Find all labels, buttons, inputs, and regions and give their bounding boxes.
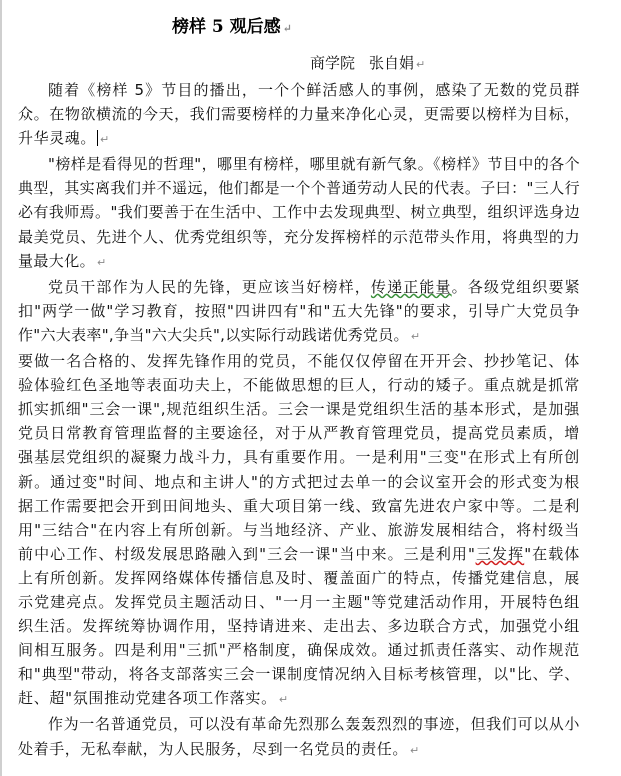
author-department: 商学院 — [310, 54, 356, 72]
document-body[interactable] — [18, 78, 580, 763]
paragraph-mark-icon: ↵ — [282, 22, 292, 35]
document-title-text: 榜样 5 观后感 — [172, 17, 281, 37]
paragraph-3[interactable] — [18, 275, 580, 349]
text-cursor — [97, 130, 98, 146]
paragraph-4-text-b: "在载体上有所创新。发挥网络媒体传播信息及时、覆盖面广的特点，传播党建信息，展示党建亮点。发挥党员主题活动日、"一月一主题"等党建活动作用，开展特色组织生活。发挥统筹协调作用，坚持请进来、走出去、多边联合方式，加强党小组间相互服务。四是利用"三抓"严格制度，确保成效。通过抓责任落实、动作规范和"典型"带动，将各支部落实三会一课制度情况纳入目标考核管理，以"比、学、赶、超"氛围推动党建各项工作落实。 — [18, 544, 581, 708]
author-name: 张自娟 — [369, 54, 415, 72]
paragraph-mark-icon: ↵ — [97, 255, 107, 269]
grammar-underlined-phrase[interactable]: 传递正能量 — [370, 277, 452, 296]
paragraph-5-text: 作为一名普通党员，可以没有革命先烈那么轰轰烈烈的事迹，但我们可以从小处着手，无私奉献，为人民服务，尽到一名党员的责任。 — [18, 715, 580, 758]
paragraph-2[interactable] — [18, 152, 580, 274]
paragraph-4-text-a: 要做一名合格的、发挥先锋作用的党员，不能仅仅停留在开开会、抄抄笔记、体验体验红色圣地等表面功夫上，不能做思想的巨人，行动的矮子。重点就是抓常抓实抓细"三会一课",规范组织生活。三会一课是党组织生活的基本形式，是加强党员日常教育管理监督的主要途径，对于从严教育管理党员，提高党员素质，增强基层党组织的凝聚力战斗力，具有重要作用。一是利用"三变"在形式上有所创新。通过变"时间、地点和主讲人"的方式把过去单一的会议室开会的形式变为根据工作需要把会开到田间地头、重大项目第一线、致富先进农户家中等。二是利用"三结合"在内容上有所创新。与当地经济、产业、旅游发展相结合，将村级当前中心工作、村级发展思路融入到"三会一课"当中来。三是利用" — [18, 352, 580, 563]
paragraph-3-text-b: 。各级党组织要紧扣"两学一做"学习教育，按照"四讲四有"和"五大先锋"的要求，引导广大党员争作"六大表率",争当"六大尖兵",以实际行动践诺优秀党员。 — [18, 277, 580, 344]
paragraph-4[interactable] — [18, 349, 580, 712]
paragraph-mark-icon: ↵ — [416, 58, 426, 71]
paragraph-1-text: 随着《榜样 5》节目的播出，一个个鲜活感人的事例，感染了无数的党员群众。在物欲横流的今天，我们需要榜样的力量来净化心灵，更需要以榜样为目标，升华灵魂。 — [18, 81, 580, 148]
paragraph-mark-icon: ↵ — [100, 133, 110, 147]
page-left-border — [0, 0, 2, 776]
paragraph-5[interactable] — [18, 712, 580, 762]
paragraph-mark-icon: ↵ — [410, 329, 421, 343]
spelling-underlined-phrase[interactable]: 三发挥 — [475, 544, 525, 563]
paragraph-2-text: "榜样是看得见的哲理"，哪里有榜样，哪里就有新气象。《榜样》节目中的各个典型，其实离我们并不遥远，他们都是一个个普通劳动人民的代表。子曰："三人行必有我师焉。"我们要善于在生活中、工作中去发现典型、树立典型，组织评选身边最美党员、先进个人、优秀党组织等，充分发挥榜样的示范带头作用，将典型的力量最大化。 — [18, 155, 580, 270]
document-title[interactable] — [172, 15, 292, 41]
paragraph-mark-icon: ↵ — [278, 693, 289, 707]
author-line[interactable] — [310, 52, 425, 76]
paragraph-1[interactable] — [18, 78, 580, 152]
paragraph-3-text-a: 党员干部作为人民的先锋，更应该当好榜样， — [48, 277, 371, 296]
paragraph-mark-icon: ↵ — [410, 743, 420, 757]
